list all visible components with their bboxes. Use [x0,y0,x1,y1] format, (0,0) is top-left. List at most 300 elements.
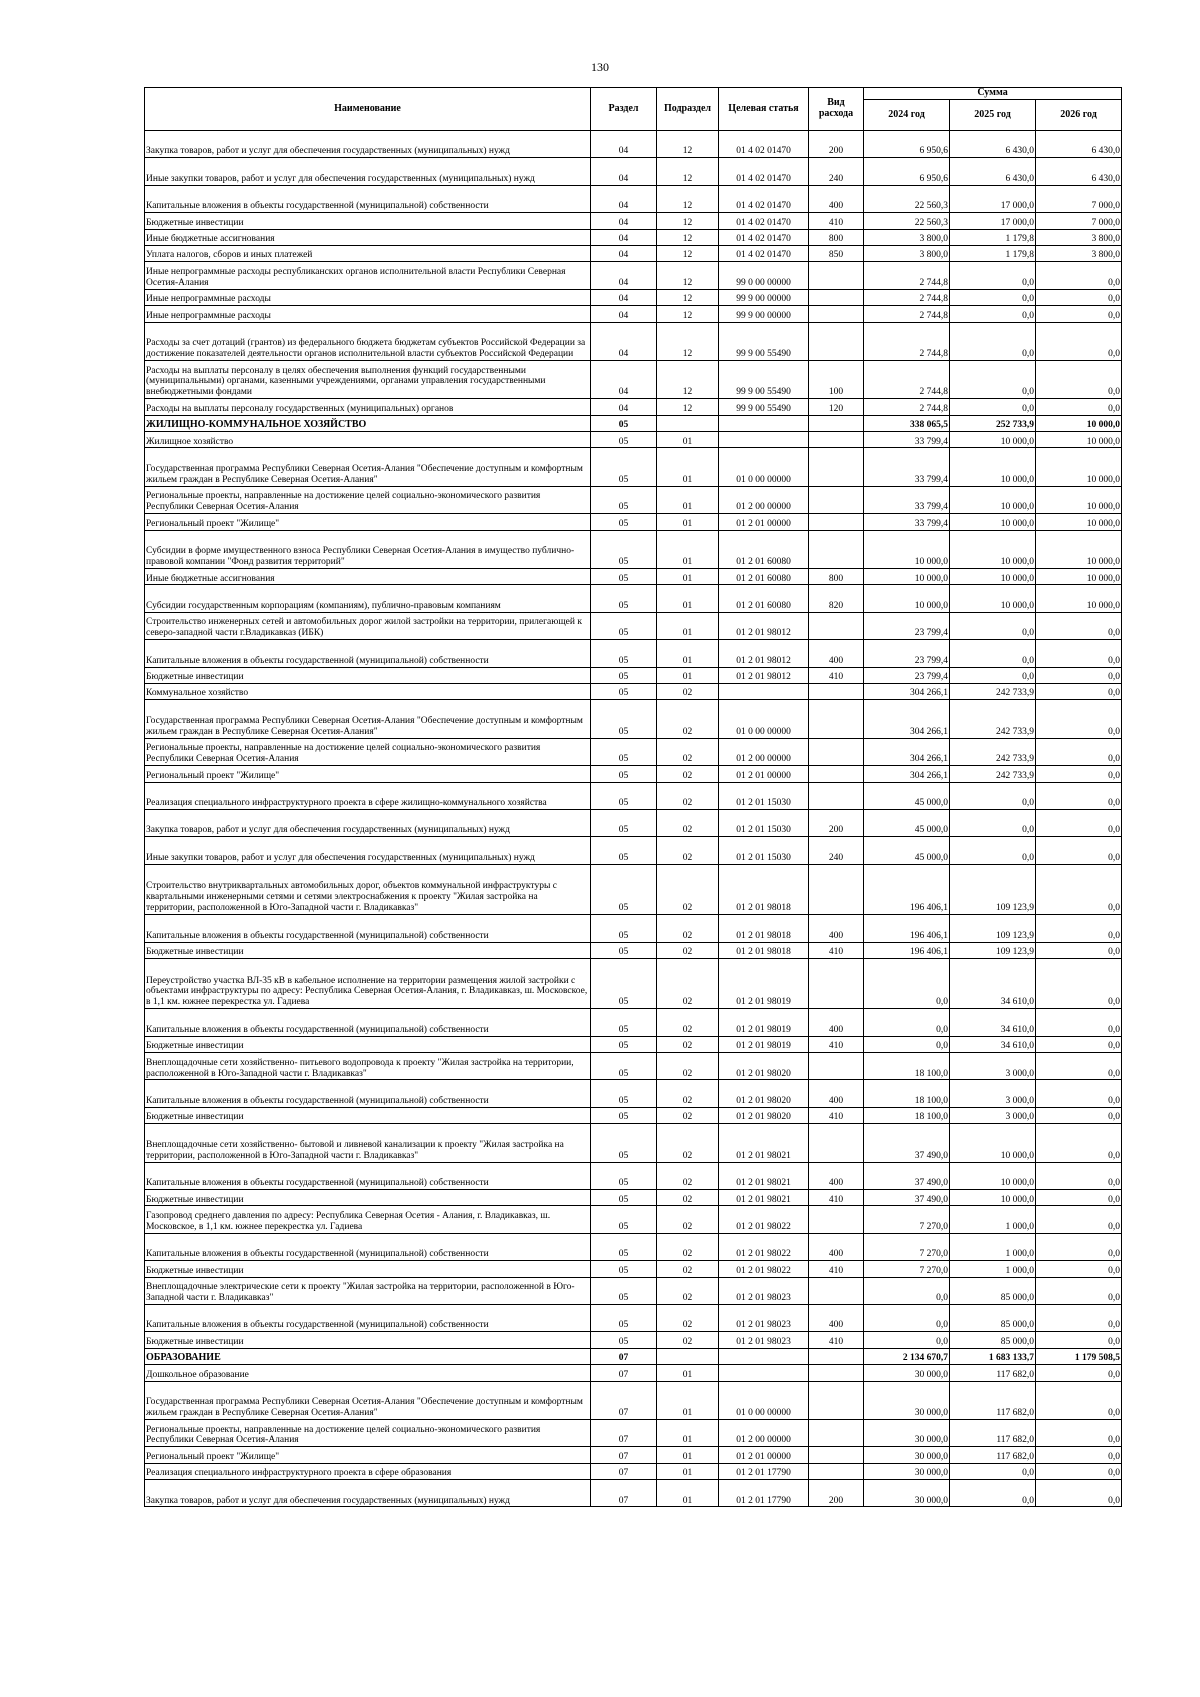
row-sum-2024: 45 000,0 [864,809,950,836]
row-podrazdel: 01 [657,569,719,585]
row-sum-2026: 0,0 [1036,1304,1122,1331]
row-name: Капитальные вложения в объекты государственной (муниципальной) собственности [145,1009,591,1036]
row-vid: 800 [809,569,864,585]
row-vid [809,514,864,530]
row-name: Иные закупки товаров, работ и услуг для обеспечения государственных (муниципальных) нужд [145,158,591,185]
row-podrazdel: 02 [657,1036,719,1052]
row-sum-2025: 3 000,0 [950,1053,1036,1080]
row-vid [809,958,864,1008]
row-target: 01 2 01 98012 [719,667,809,683]
row-name: Коммунальное хозяйство [145,683,591,699]
row-vid [809,738,864,765]
row-name: Бюджетные инвестиции [145,1107,591,1123]
row-target: 01 2 01 60080 [719,569,809,585]
row-sum-2025: 10 000,0 [950,530,1036,568]
row-sum-2026: 0,0 [1036,942,1122,958]
row-vid [809,1463,864,1479]
row-sum-2025: 10 000,0 [950,569,1036,585]
table-row [145,415,1122,431]
row-podrazdel: 02 [657,1053,719,1080]
table-row [145,1332,1122,1348]
row-target: 99 9 00 00000 [719,306,809,322]
row-razdel: 04 [591,262,657,289]
table-header [145,88,1122,131]
row-vid [809,683,864,699]
row-vid: 800 [809,229,864,245]
row-vid [809,1206,864,1233]
row-name: Дошкольное образование [145,1365,591,1381]
row-podrazdel: 02 [657,942,719,958]
row-target: 01 2 01 98012 [719,612,809,639]
row-sum-2025: 10 000,0 [950,432,1036,448]
row-target: 99 9 00 55490 [719,322,809,360]
row-target: 01 2 00 00000 [719,738,809,765]
header-sum: Сумма [864,88,1122,100]
table-body [145,131,1122,1507]
row-sum-2026: 0,0 [1036,612,1122,639]
row-sum-2024: 23 799,4 [864,667,950,683]
row-sum-2025: 10 000,0 [950,1190,1036,1206]
row-sum-2025: 10 000,0 [950,448,1036,486]
row-vid: 200 [809,1480,864,1507]
table-row [145,262,1122,289]
row-vid: 120 [809,399,864,415]
row-sum-2024: 7 270,0 [864,1233,950,1260]
table-row [145,1348,1122,1364]
row-sum-2024: 0,0 [864,1304,950,1331]
row-target: 01 2 00 00000 [719,1419,809,1446]
row-sum-2024: 18 100,0 [864,1080,950,1107]
row-name: Иные непрограммные расходы [145,289,591,305]
row-target: 01 4 02 01470 [719,185,809,212]
row-razdel: 05 [591,1277,657,1304]
row-sum-2026: 0,0 [1036,782,1122,809]
row-vid: 200 [809,809,864,836]
row-razdel: 05 [591,738,657,765]
row-razdel: 05 [591,683,657,699]
table-row [145,1080,1122,1107]
row-razdel: 05 [591,585,657,612]
row-name: Капитальные вложения в объекты государственной (муниципальной) собственности [145,1162,591,1189]
row-sum-2026: 3 800,0 [1036,229,1122,245]
table-row [145,1480,1122,1507]
row-podrazdel: 02 [657,1233,719,1260]
row-name: Расходы на выплаты персоналу в целях обеспечения выполнения функций государственными (муниципальными) органами, казенными учреждениями, органами управления государственными внебюджетными фондами [145,360,591,398]
row-podrazdel: 02 [657,837,719,864]
row-sum-2026: 7 000,0 [1036,185,1122,212]
row-vid: 410 [809,942,864,958]
row-target: 01 4 02 01470 [719,213,809,229]
row-podrazdel: 02 [657,1261,719,1277]
row-target: 01 2 01 00000 [719,766,809,782]
row-podrazdel: 02 [657,1277,719,1304]
row-sum-2025: 10 000,0 [950,514,1036,530]
row-razdel: 05 [591,1036,657,1052]
table-row [145,864,1122,914]
row-sum-2026: 0,0 [1036,306,1122,322]
row-vid: 400 [809,1233,864,1260]
row-name: Бюджетные инвестиции [145,942,591,958]
row-sum-2026: 0,0 [1036,766,1122,782]
table-row [145,1107,1122,1123]
row-sum-2024: 33 799,4 [864,486,950,513]
row-podrazdel: 12 [657,399,719,415]
row-sum-2025: 10 000,0 [950,1124,1036,1162]
row-sum-2025: 1 000,0 [950,1206,1036,1233]
row-sum-2026: 0,0 [1036,1261,1122,1277]
row-target: 01 2 01 98021 [719,1124,809,1162]
row-sum-2025: 10 000,0 [950,585,1036,612]
row-name: Внеплощадочные электрические сети к проекту "Жилая застройка на территории, расположенной в Юго-Западной части г. Владикавказ" [145,1277,591,1304]
table-row [145,432,1122,448]
row-target: 01 2 01 98023 [719,1332,809,1348]
row-sum-2025: 1 000,0 [950,1261,1036,1277]
row-razdel: 05 [591,1190,657,1206]
row-sum-2026: 0,0 [1036,262,1122,289]
row-target: 01 2 01 98022 [719,1261,809,1277]
table-row [145,738,1122,765]
row-sum-2026: 0,0 [1036,1206,1122,1233]
row-sum-2026: 0,0 [1036,915,1122,942]
row-podrazdel: 01 [657,640,719,667]
row-sum-2024: 30 000,0 [864,1463,950,1479]
row-razdel: 05 [591,514,657,530]
row-name: Региональный проект "Жилище" [145,514,591,530]
row-sum-2024: 0,0 [864,1009,950,1036]
row-target: 99 0 00 00000 [719,262,809,289]
row-sum-2025: 0,0 [950,612,1036,639]
row-vid: 410 [809,1332,864,1348]
row-sum-2024: 30 000,0 [864,1381,950,1419]
row-target: 01 2 01 60080 [719,585,809,612]
row-podrazdel: 02 [657,1304,719,1331]
row-razdel: 05 [591,1206,657,1233]
row-razdel: 07 [591,1419,657,1446]
row-vid: 400 [809,1080,864,1107]
row-target: 01 2 01 98020 [719,1053,809,1080]
row-name: Региональный проект "Жилище" [145,766,591,782]
table-row [145,585,1122,612]
row-name: Капитальные вложения в объекты государственной (муниципальной) собственности [145,185,591,212]
row-podrazdel: 02 [657,1009,719,1036]
row-target: 01 4 02 01470 [719,229,809,245]
row-sum-2026: 3 800,0 [1036,245,1122,261]
table-row [145,306,1122,322]
row-sum-2024: 45 000,0 [864,837,950,864]
row-sum-2026: 0,0 [1036,837,1122,864]
row-sum-2025: 1 683 133,7 [950,1348,1036,1364]
table-row [145,530,1122,568]
row-sum-2026: 0,0 [1036,322,1122,360]
row-sum-2026: 0,0 [1036,640,1122,667]
row-sum-2025: 252 733,9 [950,415,1036,431]
row-sum-2025: 0,0 [950,306,1036,322]
row-vid: 410 [809,1036,864,1052]
row-podrazdel: 02 [657,915,719,942]
table-row [145,700,1122,738]
row-sum-2025: 117 682,0 [950,1419,1036,1446]
row-podrazdel: 12 [657,262,719,289]
row-name: Внеплощадочные сети хозяйственно- бытовой и ливневой канализации к проекту "Жилая застройка на территории, расположенной в Юго-Западной части г. Владикавказ" [145,1124,591,1162]
row-sum-2026: 0,0 [1036,864,1122,914]
row-sum-2025: 0,0 [950,837,1036,864]
row-sum-2024: 30 000,0 [864,1480,950,1507]
row-name: Закупка товаров, работ и услуг для обеспечения государственных (муниципальных) нужд [145,809,591,836]
row-vid [809,448,864,486]
row-name: Иные бюджетные ассигнования [145,229,591,245]
row-sum-2026: 0,0 [1036,360,1122,398]
row-vid: 410 [809,213,864,229]
row-vid [809,1053,864,1080]
row-sum-2026: 0,0 [1036,1080,1122,1107]
row-target: 01 2 01 98019 [719,1036,809,1052]
row-sum-2025: 0,0 [950,1480,1036,1507]
row-razdel: 05 [591,942,657,958]
row-target: 01 2 01 98023 [719,1277,809,1304]
row-sum-2026: 0,0 [1036,809,1122,836]
header-razdel: Раздел [591,88,657,131]
row-name: Бюджетные инвестиции [145,1036,591,1052]
row-sum-2024: 304 266,1 [864,683,950,699]
row-vid [809,432,864,448]
row-name: ЖИЛИЩНО-КОММУНАЛЬНОЕ ХОЗЯЙСТВО [145,415,591,431]
row-name: Реализация специального инфраструктурного проекта в сфере жилищно-коммунального хозяйства [145,782,591,809]
row-name: Капитальные вложения в объекты государственной (муниципальной) собственности [145,1080,591,1107]
row-name: Расходы за счет дотаций (грантов) из федерального бюджета бюджетам субъектов Российской Федерации за достижение показателей деятельности органов исполнительной власти субъектов Российской Федерации [145,322,591,360]
row-name: Региональные проекты, направленные на достижение целей социально-экономического развития Республики Северная Осетия-Алания [145,1419,591,1446]
row-target: 01 2 01 98019 [719,1009,809,1036]
table-row [145,131,1122,158]
row-vid: 850 [809,245,864,261]
row-sum-2024: 37 490,0 [864,1162,950,1189]
row-sum-2025: 1 179,8 [950,245,1036,261]
row-razdel: 05 [591,640,657,667]
row-podrazdel: 02 [657,809,719,836]
row-podrazdel: 12 [657,306,719,322]
row-sum-2026: 0,0 [1036,1107,1122,1123]
row-name: Иные закупки товаров, работ и услуг для обеспечения государственных (муниципальных) нужд [145,837,591,864]
row-sum-2024: 18 100,0 [864,1053,950,1080]
row-name: Капитальные вложения в объекты государственной (муниципальной) собственности [145,915,591,942]
row-vid [809,1348,864,1364]
row-name: Внеплощадочные сети хозяйственно- питьевого водопровода к проекту "Жилая застройка на территории, расположенной в Юго-Западной части г. Владикавказ" [145,1053,591,1080]
row-name: Бюджетные инвестиции [145,1332,591,1348]
row-sum-2025: 34 610,0 [950,958,1036,1008]
row-podrazdel: 02 [657,1332,719,1348]
row-razdel: 04 [591,289,657,305]
row-target: 01 2 01 98019 [719,958,809,1008]
row-podrazdel: 12 [657,289,719,305]
row-name: Государственная программа Республики Северная Осетия-Алания "Обеспечение доступным и комфортным жильем граждан в Республике Северная Осетия-Алания" [145,700,591,738]
row-name: Бюджетные инвестиции [145,213,591,229]
table-row [145,569,1122,585]
row-vid [809,1365,864,1381]
row-razdel: 05 [591,1053,657,1080]
row-sum-2025: 17 000,0 [950,213,1036,229]
row-sum-2026: 0,0 [1036,1124,1122,1162]
row-podrazdel [657,415,719,431]
row-sum-2026: 0,0 [1036,1009,1122,1036]
table-row [145,1190,1122,1206]
table-row [145,1365,1122,1381]
row-sum-2024: 3 800,0 [864,229,950,245]
row-vid: 410 [809,1107,864,1123]
row-sum-2026: 10 000,0 [1036,514,1122,530]
row-sum-2024: 10 000,0 [864,585,950,612]
header-name: Наименование [145,88,591,131]
row-razdel: 07 [591,1348,657,1364]
budget-table [144,87,1122,1507]
row-sum-2025: 0,0 [950,262,1036,289]
row-razdel: 05 [591,448,657,486]
row-sum-2024: 304 266,1 [864,738,950,765]
table-row [145,766,1122,782]
row-sum-2025: 0,0 [950,360,1036,398]
row-target: 99 9 00 55490 [719,360,809,398]
row-sum-2024: 196 406,1 [864,942,950,958]
row-name: Региональные проекты, направленные на достижение целей социально-экономического развития Республики Северная Осетия-Алания [145,738,591,765]
row-sum-2025: 6 430,0 [950,158,1036,185]
row-razdel: 05 [591,958,657,1008]
row-podrazdel: 01 [657,448,719,486]
row-podrazdel: 01 [657,514,719,530]
row-target: 01 0 00 00000 [719,448,809,486]
row-vid [809,700,864,738]
row-sum-2026: 10 000,0 [1036,415,1122,431]
header-podrazdel: Подраздел [657,88,719,131]
row-vid [809,1447,864,1463]
row-sum-2026: 10 000,0 [1036,569,1122,585]
row-sum-2024: 338 065,5 [864,415,950,431]
table-row [145,1036,1122,1052]
row-razdel: 04 [591,185,657,212]
row-sum-2024: 10 000,0 [864,530,950,568]
row-vid: 400 [809,185,864,212]
row-target: 01 2 01 17790 [719,1463,809,1479]
row-razdel: 05 [591,415,657,431]
table-row [145,809,1122,836]
row-sum-2026: 0,0 [1036,1332,1122,1348]
row-sum-2024: 304 266,1 [864,766,950,782]
row-razdel: 07 [591,1480,657,1507]
row-name: Уплата налогов, сборов и иных платежей [145,245,591,261]
table-row [145,958,1122,1008]
row-podrazdel: 12 [657,229,719,245]
row-razdel: 05 [591,667,657,683]
row-sum-2024: 45 000,0 [864,782,950,809]
row-sum-2024: 23 799,4 [864,612,950,639]
row-sum-2025: 0,0 [950,399,1036,415]
row-target: 01 2 01 98023 [719,1304,809,1331]
row-name: Реализация специального инфраструктурного проекта в сфере образования [145,1463,591,1479]
table-row [145,1463,1122,1479]
row-target [719,432,809,448]
row-podrazdel [657,1348,719,1364]
row-sum-2026: 0,0 [1036,1190,1122,1206]
row-target: 01 2 01 98021 [719,1190,809,1206]
table-row [145,1162,1122,1189]
row-sum-2026: 10 000,0 [1036,585,1122,612]
row-sum-2026: 0,0 [1036,667,1122,683]
row-sum-2025: 0,0 [950,1463,1036,1479]
row-podrazdel: 01 [657,530,719,568]
row-razdel: 05 [591,837,657,864]
row-target: 99 9 00 55490 [719,399,809,415]
row-sum-2026: 0,0 [1036,1419,1122,1446]
row-sum-2026: 0,0 [1036,1162,1122,1189]
table-row [145,683,1122,699]
row-sum-2026: 6 430,0 [1036,131,1122,158]
row-sum-2024: 2 744,8 [864,360,950,398]
table-row [145,1124,1122,1162]
row-sum-2026: 0,0 [1036,1277,1122,1304]
row-name: Закупка товаров, работ и услуг для обеспечения государственных (муниципальных) нужд [145,1480,591,1507]
row-name: Жилищное хозяйство [145,432,591,448]
row-podrazdel: 12 [657,131,719,158]
table-row [145,185,1122,212]
row-razdel: 05 [591,432,657,448]
row-name: Строительство внутриквартальных автомобильных дорог, объектов коммунальной инфраструктуры с квартальными инженерными сетями и сетями электроснабжения к проекту "Жилая застройка на территории, расположенной в Юго-Западной части г. Владикавказ" [145,864,591,914]
row-razdel: 05 [591,1162,657,1189]
row-vid [809,322,864,360]
row-sum-2025: 0,0 [950,809,1036,836]
row-sum-2025: 109 123,9 [950,864,1036,914]
row-sum-2025: 3 000,0 [950,1107,1036,1123]
row-podrazdel: 12 [657,360,719,398]
row-sum-2025: 0,0 [950,640,1036,667]
row-vid: 400 [809,1009,864,1036]
row-sum-2024: 196 406,1 [864,864,950,914]
row-sum-2025: 10 000,0 [950,1162,1036,1189]
row-razdel: 04 [591,399,657,415]
row-name: Региональные проекты, направленные на достижение целей социально-экономического развития Республики Северная Осетия-Алания [145,486,591,513]
header-target: Целевая статья [719,88,809,131]
row-razdel: 05 [591,1332,657,1348]
row-razdel: 05 [591,569,657,585]
row-sum-2026: 6 430,0 [1036,158,1122,185]
row-sum-2025: 34 610,0 [950,1036,1036,1052]
row-vid: 820 [809,585,864,612]
row-sum-2025: 34 610,0 [950,1009,1036,1036]
row-name: Капитальные вложения в объекты государственной (муниципальной) собственности [145,1304,591,1331]
header-2025: 2025 год [950,100,1036,131]
row-vid: 400 [809,640,864,667]
row-target: 01 2 01 98022 [719,1206,809,1233]
table-row [145,448,1122,486]
row-name: ОБРАЗОВАНИЕ [145,1348,591,1364]
row-sum-2024: 30 000,0 [864,1365,950,1381]
row-sum-2025: 3 000,0 [950,1080,1036,1107]
row-vid [809,1381,864,1419]
row-target: 01 2 01 98022 [719,1233,809,1260]
row-sum-2026: 0,0 [1036,399,1122,415]
table-row [145,1053,1122,1080]
table-row [145,514,1122,530]
row-target: 01 2 01 98012 [719,640,809,667]
row-target: 01 2 01 15030 [719,809,809,836]
row-name: Переустройство участка ВЛ-35 кВ в кабельное исполнение на территории размещения жилой застройки с объектами инфраструктуры по адресу: Республика Северная Осетия-Алания, г. Владикавказ, ш. Московское, в 1,1 км. южнее перекрестка ул. Гадиева [145,958,591,1008]
table-row [145,667,1122,683]
row-razdel: 05 [591,1261,657,1277]
row-podrazdel: 01 [657,667,719,683]
row-vid [809,1277,864,1304]
row-podrazdel: 02 [657,766,719,782]
row-sum-2026: 0,0 [1036,683,1122,699]
row-razdel: 04 [591,322,657,360]
row-razdel: 04 [591,306,657,322]
row-target: 01 2 01 98020 [719,1080,809,1107]
row-podrazdel: 01 [657,432,719,448]
